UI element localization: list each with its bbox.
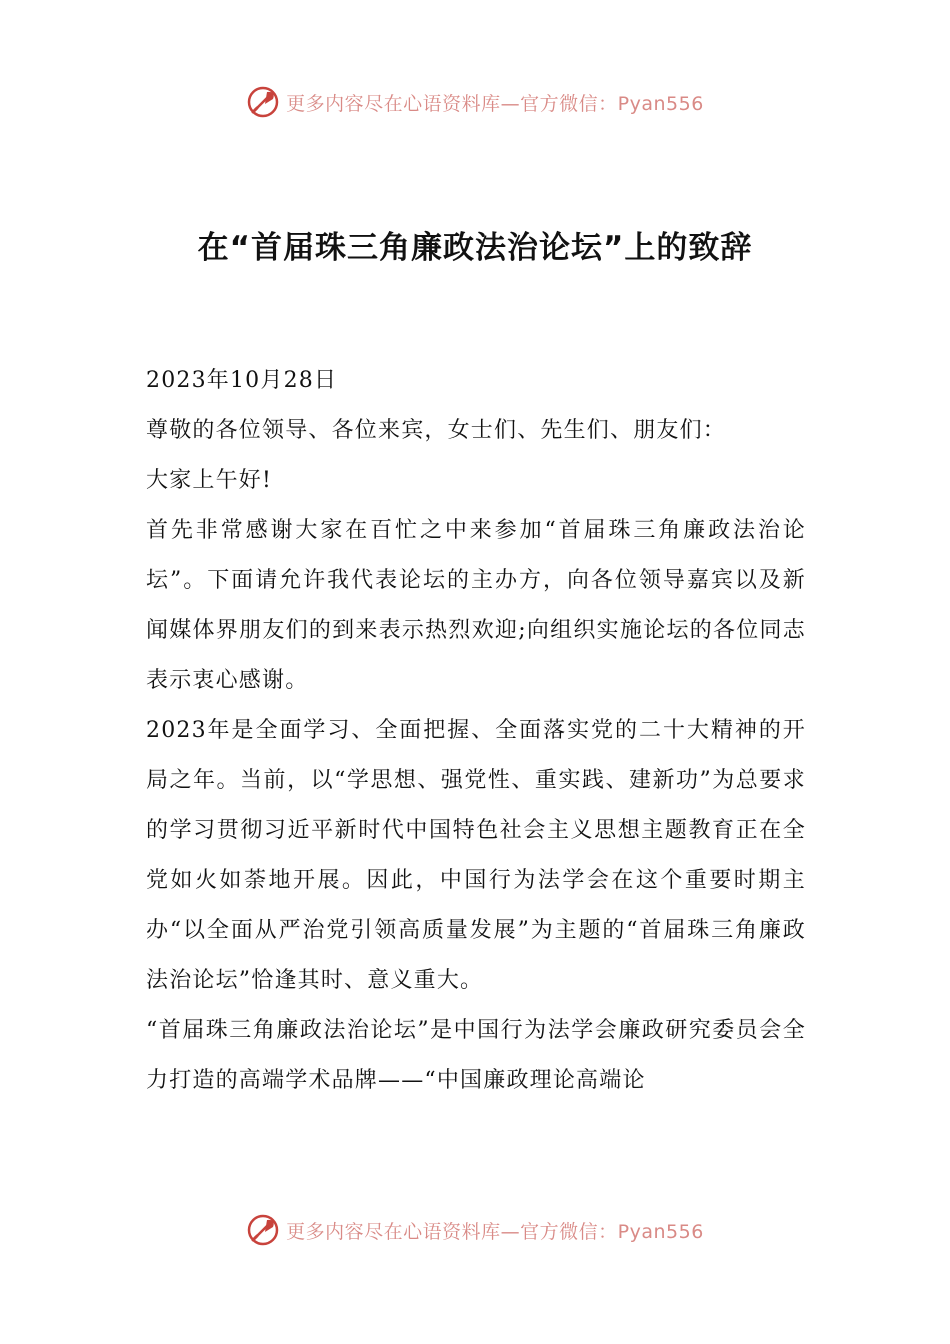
watermark-text: 更多内容尽在心语资料库—官方微信：Pyan556	[286, 1220, 704, 1243]
paragraph-1: 首先非常感谢大家在百忙之中来参加“首届珠三角廉政法治论坛”。下面请允许我代表论坛的主办方，向各位领导嘉宾以及新闻媒体界朋友们的到来表示热烈欢迎;向组织实施论坛的各位同志表示衷心感谢。	[146, 518, 806, 693]
document-date: 2023年10月28日	[146, 368, 338, 393]
header-watermark-banner	[0, 82, 950, 122]
watermark-text: 更多内容尽在心语资料库—官方微信：Pyan556	[286, 92, 704, 115]
salutation: 尊敬的各位领导、各位来宾，女士们、先生们、朋友们：	[146, 418, 727, 443]
footer-watermark-banner	[0, 1210, 950, 1250]
document-body	[146, 356, 806, 1106]
document-title: 在“首届珠三角廉政法治论坛”上的致辞	[197, 230, 753, 266]
quill-seal-logo-icon	[246, 85, 280, 119]
greeting: 大家上午好!	[146, 468, 273, 493]
paragraph-3: “首届珠三角廉政法治论坛”是中国行为法学会廉政研究委员会全力打造的高端学术品牌——“中国廉政理论高端论	[146, 1018, 806, 1093]
quill-seal-logo-icon	[246, 1213, 280, 1247]
paragraph-2: 2023年是全面学习、全面把握、全面落实党的二十大精神的开局之年。当前，以“学思想、强党性、重实践、建新功”为总要求的学习贯彻习近平新时代中国特色社会主义思想主题教育正在全党如火如荼地开展。因此，中国行为法学会在这个重要时期主办“以全面从严治党引领高质量发展”为主题的“首届珠三角廉政法治论坛”恰逢其时、意义重大。	[146, 718, 806, 993]
